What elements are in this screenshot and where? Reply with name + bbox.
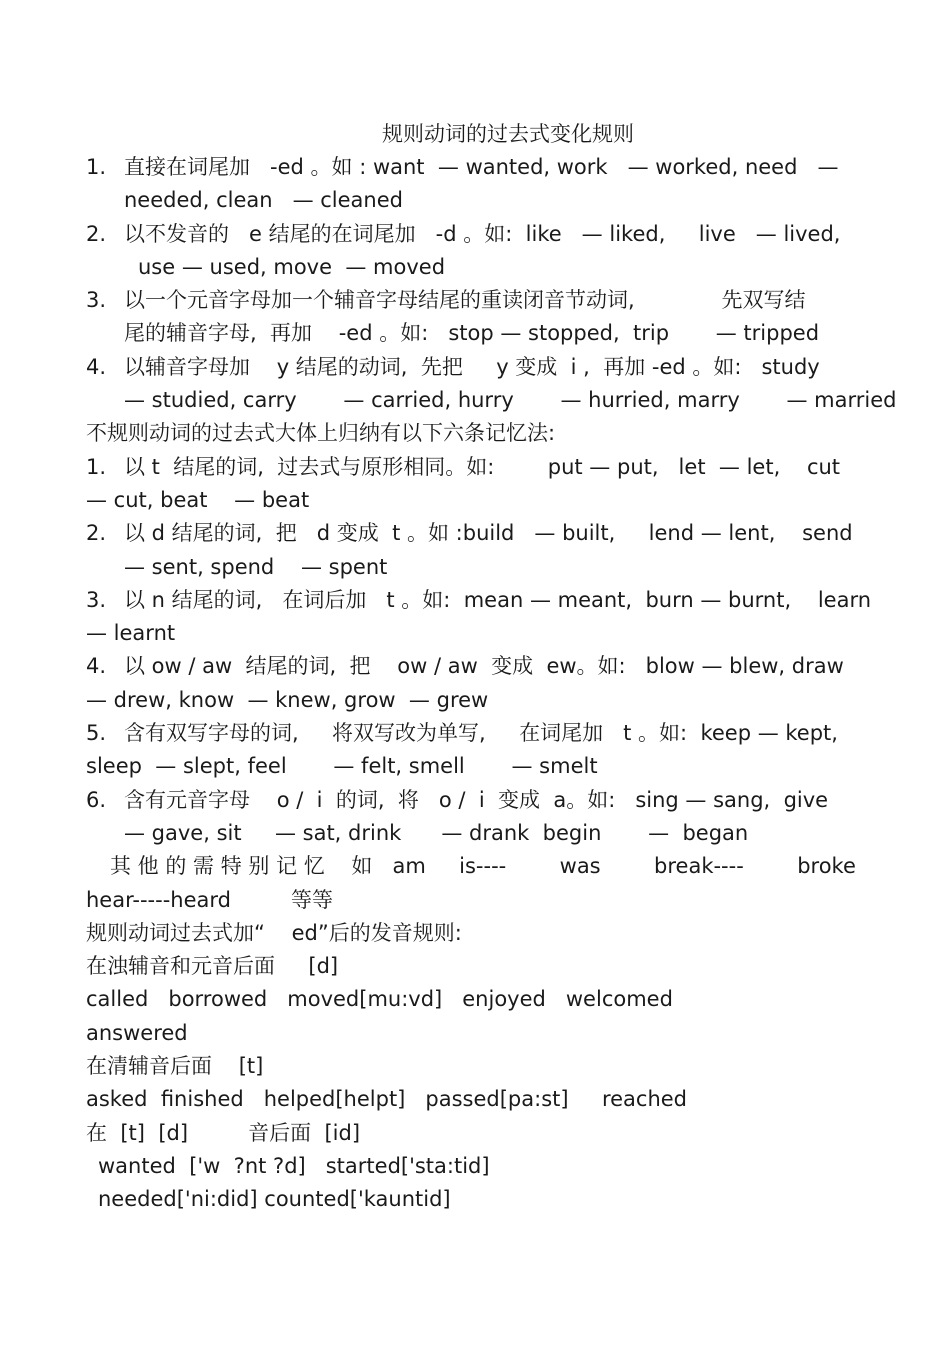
pron-group-d [86,950,860,1050]
rule-text-cont: — gave, sit — sat, drink — drank begin — began [124,820,749,845]
rule-number: 6. [86,787,107,812]
rule-text: 含有元音字母 o / i 的词, 将 o / i 变成 a。如: sing — sang, give [124,787,829,812]
pron-example-line: answered [86,1020,188,1045]
rule-number: 4. [86,354,107,379]
rule-text: 以 ow / aw 结尾的词, 把 ow / aw 变成 ew。如: blow — blew, draw [124,654,844,679]
rule-text-cont: — drew, know — knew, grow — grew [86,687,489,712]
pron-group-t [86,1050,860,1117]
rule-text: 以一个元音字母加一个辅音字母结尾的重读闭音节动词, 先双写结 [124,288,806,313]
regular-rule-2 [86,218,860,285]
regular-rule-1 [86,151,860,218]
rule-number: 1. [86,454,107,479]
rule-text: 以 n 结尾的词, 在词后加 t 。如: mean — meant, burn — burnt, learn [124,587,872,612]
rule-number: 3. [86,288,107,313]
rule-text-cont: — learnt [86,621,176,646]
regular-rule-3 [86,284,860,351]
irregular-rule-6 [86,784,860,851]
pron-example-line: needed['ni:did] counted['kauntid] [98,1187,451,1212]
rule-text-cont: — sent, spend — spent [124,554,388,579]
irregular-rules [86,451,872,851]
regular-rule-4 [86,351,897,418]
rule-number: 5. [86,721,107,746]
pron-group-heading: 在 [t] [d] 音后面 [id] [86,1120,361,1145]
rule-text: 以 d 结尾的词, 把 d 变成 t 。如 :build — built, lend — lent, send [124,521,853,546]
irregular-rule-3 [86,584,872,651]
special-memory-line: 其 他 的 需 特 别 记 忆 如 am is---- was break---- broke [110,854,856,879]
page-title: 规则动词的过去式变化规则 [382,122,634,146]
pron-group-heading: 在清辅音后面 [t] [86,1054,264,1079]
rule-text: 直接在词尾加 -ed 。如 : want — wanted, work — worked, need — [124,155,839,179]
pron-group-heading: 在浊辅音和元音后面 [d] [86,954,339,979]
rule-text-cont: — studied, carry — carried, hurry — hurried, marry — married [124,388,897,413]
rule-text: 以辅音字母加 y 结尾的动词, 先把 y 变成 i , 再加 -ed 。如: study [124,354,820,379]
rule-text: 含有双写字母的词, 将双写改为单写, 在词尾加 t 。如: keep — kept, [124,721,838,746]
regular-rules [86,151,897,417]
pronunciation-heading: 规则动词过去式加“ ed”后的发音规则: [86,920,462,945]
irregular-rule-4 [86,650,860,717]
rule-number: 4. [86,654,107,679]
rule-text-cont: needed, clean — cleaned [124,188,403,213]
irregular-rule-2 [86,517,860,584]
irregular-rule-1 [86,451,860,518]
rule-number: 3. [86,587,107,612]
pron-example-line: wanted ['w ?nt ?d] started['sta:tid] [98,1153,490,1178]
special-memory-line-cont: hear-----heard 等等 [86,887,334,912]
rule-number: 2. [86,521,107,546]
rule-text-cont: sleep — slept, feel — felt, smell — smelt [86,754,598,779]
pron-group-id [86,1117,860,1217]
irregular-heading: 不规则动词的过去式大体上归纳有以下六条记忆法: [86,421,556,446]
rule-number: 2. [86,221,107,246]
rule-text: 以不发音的 e 结尾的在词尾加 -d 。如: like — liked, live — lived, [124,221,841,246]
pron-example-line: called borrowed moved[mu:vd] enjoyed welcomed [86,987,673,1012]
pron-example-line: asked finished helped[helpt] passed[pa:st] reached [86,1087,688,1112]
rule-text: 以 t 结尾的词, 过去式与原形相同。如: put — put, let — let, cut [124,454,841,479]
rule-text-cont: use — used, move — moved [138,254,446,279]
rule-text-cont: — cut, beat — beat [86,487,310,512]
irregular-rule-5 [86,717,860,784]
rule-text-cont: 尾的辅音字母, 再加 -ed 。如: stop — stopped, trip — tripped [124,321,820,346]
rule-number: 1. [86,155,107,179]
